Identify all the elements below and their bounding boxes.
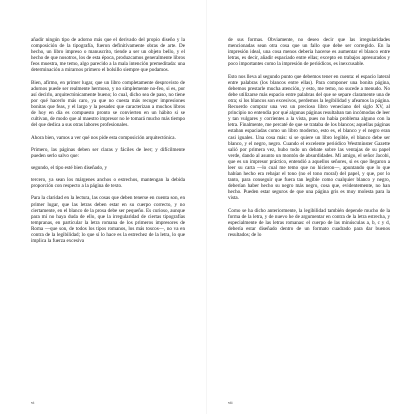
paragraph: Como se ha dicho anteriormente, la legibilidad también depende mucho de la forma de la letra, y de nuevo he de argumentar en contra de la letra estrecha, y especialmente de las letras romanas: el cuerpo de las minúsculas a, b, c y d, debería estar diseñado dentro de un formato cuadrado para dar buenos resultados; de lo [228,207,390,238]
right-text-column [228,37,390,244]
paragraph: Ahora bien, vamos a ver qué nos pide esta composición arquitectónica. [31,134,176,141]
page-number: vii [228,400,233,405]
paragraph: Primero, las páginas deben ser claras y fáciles de leer; y difícilmente pueden serlo salvo que: [31,146,185,159]
paragraph: Bien, afirmo, en primer lugar, que un libro completamente desprovisto de adornos puede ser realmente hermoso, y no simplemente no-feo, si es, por así decirlo, arquitectónicamente bueno; lo cual, dicho sea de paso, no tiene por qué hacerlo más caro, ya que no cuesta más recoger impresiones bonitas que feas, y el largo y la pesadez que caracterizan a muchos libros de hoy en día es compuesto pronto se convierten en un hábito si se cultivan, de modo que al maestro impresor no le tomará mucho más tiempo del que dedica a sus otras labores profesionales. [31,79,185,129]
paragraph: tercero, ya sean los márgenes anchos o estrechos, mantengan la debida proporción con respecto a la página de texto. [31,177,185,190]
page-number: vi [31,400,35,405]
paragraph: de sus formas. Obviamente, no deseo decir que las irregularidades mencionadas sean otra cosa que un fallo que debe ser corregido. En la impresión ideal, una cosa menos debería hacerse es aumentar el blanco entre letras, es decir, añadir espaciado entre ellas; excepto en trabajos apresurados y poco importantes como la impresión de periódicos, es inexcusable. [228,37,390,68]
paragraph: Esto nos lleva al segundo punto que debemos tener en cuenta: el espacio lateral entre palabras (los blancos entre ellas). Para componer una bonita página, debemos prestarle mucha atención, y esto, me temo, no sucede a menudo. No debe utilizarse más espacio entre palabras del que se separe claramente una de otra; si los blancos son excesivos, perdemos la legibilidad y afeamos la página. Recuerdo comprar una vez un precioso libro veneciano del siglo XV, al principio no entendía por qué algunas páginas resultaban tan incómodas de leer y tan vulgares y corrientes a la vista, pues no había problema alguno con la letra. Finalmente, me percaté de que se trataba de los blancos; aquellas páginas estaban espaciadas como un libro moderno, esto es, el blanco y el negro eran casi iguales. Una cosa más: si se quiere un libro legible, el blanco debe ser blanco, y el negro, negro. Cuando el excelente periódico Westminster Gazette salió por primera vez, hubo todo un debate sobre las ventajas de su papel verde, dando al asunto un montón de absurdidades. Mi amigo, el señor Jacobi, que es un impresor práctico, entendió a aquellos señores, si es que llegaron a leer su carta —lo cual me temo que no hicieron—, apuntando que lo que habían hecho era rebajar el tono (no el tono moral) del papel, y que, por lo tanto, para conseguir que fuera tan legible como cualquier blanco y negro, deberían haber hecho su negro más negro, cosa que, evidentemente, no han hecho. Pueden estar seguros de que una página gris es muy molesta para la vista. [228,73,390,202]
paragraph: Para la claridad en la lectura, las cosas que deben tenerse en cuenta son, en primer lugar, que las letras deben estar en su cuerpo correcto, y no ciertamente, en el blanco de la prosa debe ser pequeño. Es curioso, aunque para mí no haya duda de ello, que la irregularidad de ciertas tipografías tempranas, en particular la letra romana de los primeros impresores de Roma —que son, de todos los tipos romanos, los más toscos—, no va en contra de la legibilidad; lo que sí lo hace es la estrechez de la letra, lo que implica la fuerza excesiva [31,195,185,245]
left-text-column [31,37,185,250]
paragraph: añadir ningún tipo de adorno más que el derivado del propio diseño y la composición de la tipografía, fueron definitivamente obras de arte. De hecho, un libro impreso o manuscrito, tiende a ser un objeto bello, y el hecho de que nosotros, los de esta época, produzcamos generalmente libros feos muestra, me temo, algo parecido a la mala intención premeditada: una determinación a mirarnos primero el bolsillo siempre que podamos. [31,37,185,74]
right-page [207,0,414,414]
paragraph: segundo, el tipo esté bien diseñado, y [31,164,108,171]
